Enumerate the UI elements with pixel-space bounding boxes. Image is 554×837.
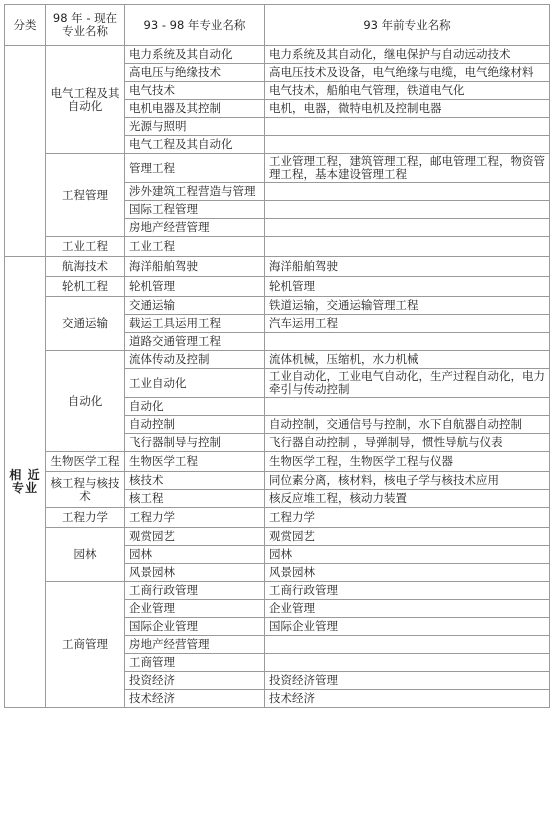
header-pre-93-major: 93 年前专业名称 (265, 5, 550, 46)
table-row (5, 528, 550, 546)
pre-major-cell: 技术经济 (265, 690, 550, 708)
pre-major-cell: 同位素分离，核材料，核电子学与核技术应用 (265, 472, 550, 490)
header-row (5, 5, 550, 46)
header-category: 分类 (5, 5, 46, 46)
mid-major-cell: 电气工程及其自动化 (125, 136, 265, 154)
pre-major-cell (265, 237, 550, 257)
pre-major-cell (265, 654, 550, 672)
mid-major-cell: 投资经济 (125, 672, 265, 690)
pre-major-cell: 园林 (265, 546, 550, 564)
pre-major-cell: 汽车运用工程 (265, 315, 550, 333)
current-major-cell: 工商管理 (46, 582, 125, 708)
mid-major-cell: 道路交通管理工程 (125, 333, 265, 351)
mid-major-cell: 园林 (125, 546, 265, 564)
pre-major-cell: 观赏园艺 (265, 528, 550, 546)
mid-major-cell: 核工程 (125, 490, 265, 508)
table-row (5, 452, 550, 472)
current-major-cell: 核工程与核技术 (46, 472, 125, 508)
mid-major-cell: 工商管理 (125, 654, 265, 672)
table-row (5, 46, 550, 64)
pre-major-cell (265, 219, 550, 237)
pre-major-cell (265, 118, 550, 136)
mid-major-cell: 国际工程管理 (125, 201, 265, 219)
mid-major-cell: 风景园林 (125, 564, 265, 582)
mid-major-cell: 工业工程 (125, 237, 265, 257)
pre-major-cell (265, 398, 550, 416)
major-table (4, 4, 550, 708)
table-row (5, 582, 550, 600)
pre-major-cell: 生物医学工程，生物医学工程与仪器 (265, 452, 550, 472)
category-cell (5, 46, 46, 257)
table-row (5, 297, 550, 315)
category-cell: 相 近 专业 (5, 257, 46, 708)
table-body (5, 46, 550, 708)
pre-major-cell: 轮机管理 (265, 277, 550, 297)
current-major-cell: 工程力学 (46, 508, 125, 528)
pre-major-cell (265, 183, 550, 201)
pre-major-cell: 国际企业管理 (265, 618, 550, 636)
current-major-cell: 园林 (46, 528, 125, 582)
current-major-cell: 交通运输 (46, 297, 125, 351)
mid-major-cell: 工商行政管理 (125, 582, 265, 600)
mid-major-cell: 电机电器及其控制 (125, 100, 265, 118)
mid-major-cell: 流体传动及控制 (125, 351, 265, 369)
pre-major-cell: 工商行政管理 (265, 582, 550, 600)
table-row (5, 472, 550, 490)
mid-major-cell: 自动控制 (125, 416, 265, 434)
mid-major-cell: 工程力学 (125, 508, 265, 528)
mid-major-cell: 光源与照明 (125, 118, 265, 136)
pre-major-cell: 工业管理工程，建筑管理工程，邮电管理工程，物资管理工程，基本建设管理工程 (265, 154, 550, 183)
pre-major-cell: 核反应堆工程，核动力装置 (265, 490, 550, 508)
mid-major-cell: 企业管理 (125, 600, 265, 618)
pre-major-cell: 电机，电器，微特电机及控制电器 (265, 100, 550, 118)
pre-major-cell (265, 136, 550, 154)
mid-major-cell: 管理工程 (125, 154, 265, 183)
pre-major-cell: 自动控制，交通信号与控制，水下自航器自动控制 (265, 416, 550, 434)
mid-major-cell: 高电压与绝缘技术 (125, 64, 265, 82)
mid-major-cell: 工业自动化 (125, 369, 265, 398)
mid-major-cell: 房地产经营管理 (125, 636, 265, 654)
table-row (5, 237, 550, 257)
current-major-cell: 航海技术 (46, 257, 125, 277)
current-major-cell: 生物医学工程 (46, 452, 125, 472)
table-row (5, 351, 550, 369)
pre-major-cell: 企业管理 (265, 600, 550, 618)
pre-major-cell: 工程力学 (265, 508, 550, 528)
header-current-major: 98 年 - 现在专业名称 (46, 5, 125, 46)
pre-major-cell (265, 636, 550, 654)
mid-major-cell: 海洋船舶驾驶 (125, 257, 265, 277)
current-major-cell: 自动化 (46, 351, 125, 452)
pre-major-cell: 风景园林 (265, 564, 550, 582)
pre-major-cell: 海洋船舶驾驶 (265, 257, 550, 277)
mid-major-cell: 涉外建筑工程营造与管理 (125, 183, 265, 201)
mid-major-cell: 电力系统及其自动化 (125, 46, 265, 64)
current-major-cell: 电气工程及其自动化 (46, 46, 125, 154)
mid-major-cell: 生物医学工程 (125, 452, 265, 472)
pre-major-cell: 工业自动化，工业电气自动化，生产过程自动化，电力牵引与传动控制 (265, 369, 550, 398)
mid-major-cell: 飞行器制导与控制 (125, 434, 265, 452)
mid-major-cell: 技术经济 (125, 690, 265, 708)
mid-major-cell: 核技术 (125, 472, 265, 490)
mid-major-cell: 房地产经营管理 (125, 219, 265, 237)
table-row (5, 508, 550, 528)
pre-major-cell: 飞行器自动控制 ，导弹制导，惯性导航与仪表 (265, 434, 550, 452)
mid-major-cell: 轮机管理 (125, 277, 265, 297)
pre-major-cell: 流体机械，压缩机，水力机械 (265, 351, 550, 369)
table-row (5, 154, 550, 183)
pre-major-cell: 高电压技术及设备，电气绝缘与电缆，电气绝缘材料 (265, 64, 550, 82)
pre-major-cell: 投资经济管理 (265, 672, 550, 690)
table-row (5, 277, 550, 297)
mid-major-cell: 交通运输 (125, 297, 265, 315)
table-row (5, 257, 550, 277)
current-major-cell: 轮机工程 (46, 277, 125, 297)
mid-major-cell: 电气技术 (125, 82, 265, 100)
pre-major-cell (265, 333, 550, 351)
header-93-98-major: 93 - 98 年专业名称 (125, 5, 265, 46)
mid-major-cell: 载运工具运用工程 (125, 315, 265, 333)
mid-major-cell: 自动化 (125, 398, 265, 416)
current-major-cell: 工业工程 (46, 237, 125, 257)
pre-major-cell (265, 201, 550, 219)
pre-major-cell: 电力系统及其自动化，继电保护与自动远动技术 (265, 46, 550, 64)
pre-major-cell: 电气技术，船舶电气管理，铁道电气化 (265, 82, 550, 100)
mid-major-cell: 国际企业管理 (125, 618, 265, 636)
pre-major-cell: 铁道运输，交通运输管理工程 (265, 297, 550, 315)
current-major-cell: 工程管理 (46, 154, 125, 237)
mid-major-cell: 观赏园艺 (125, 528, 265, 546)
